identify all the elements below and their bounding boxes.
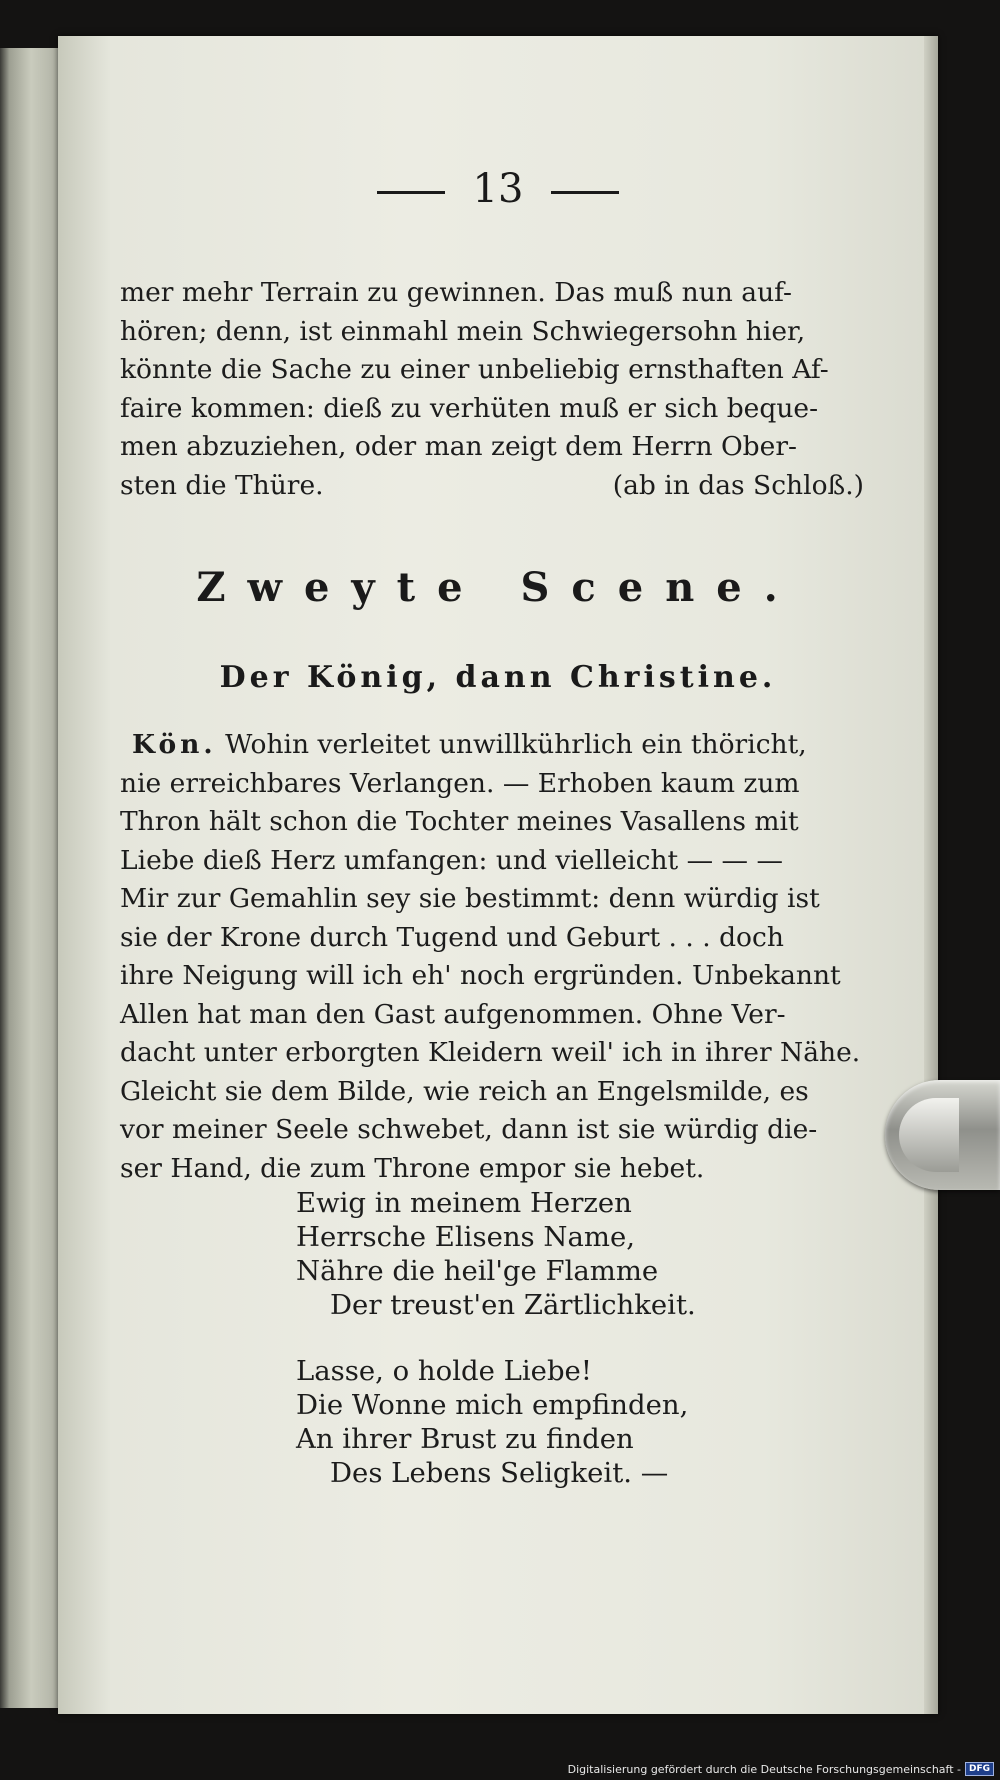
speech-line: Liebe dieß Herz umfangen: und vielleicht — — — <box>120 844 783 876</box>
page-number: 13 <box>472 166 524 212</box>
verse-line: An ihrer Brust zu finden <box>296 1423 634 1455</box>
speech-line: Mir zur Gemahlin sey sie bestimmt: denn würdig ist <box>120 883 820 914</box>
text-line: men abzuziehen, oder man zeigt dem Herrn Ober- <box>120 431 797 462</box>
verse-line: Der treust'en Zärtlichkeit. <box>330 1289 696 1321</box>
page-header <box>58 166 938 212</box>
book-page <box>58 36 938 1714</box>
text-line: mer mehr Terrain zu gewinnen. Das muß nun auf- <box>120 277 792 308</box>
page-clip <box>885 1080 1000 1190</box>
text-line: faire kommen: dieß zu verhüten muß er sich beque- <box>120 392 819 424</box>
verse-line: Herrsche Elisens Name, <box>296 1221 635 1253</box>
stage-direction: (ab in das Schloß.) <box>612 469 864 501</box>
verse-line: Ewig in meinem Herzen <box>296 1187 632 1219</box>
speech-line: dacht unter erborgten Kleidern weil' ich in ihrer Nähe. <box>120 1037 861 1068</box>
speech-line: Wohin verleitet unwillkührlich ein thöricht, <box>225 729 807 760</box>
speech-line: sie der Krone durch Tugend und Geburt . . . doch <box>120 921 784 953</box>
speech-line: ser Hand, die zum Throne empor sie hebet. <box>120 1152 705 1184</box>
clip-highlight <box>899 1098 959 1172</box>
text-line: könnte die Sache zu einer unbeliebig ernsthaften Af- <box>120 354 829 385</box>
speech-line: Thron hält schon die Tochter meines Vasallens mit <box>120 806 799 837</box>
speech-line: Gleicht sie dem Bilde, wie reich an Engelsmilde, es <box>120 1075 809 1107</box>
speech-first-line <box>120 726 916 765</box>
scene-title: Zweyte Scene. <box>196 564 800 611</box>
verse-line: Die Wonne mich empfinden, <box>296 1389 689 1421</box>
verse-stanza-1 <box>296 1186 696 1322</box>
verse-line: Des Lebens Seligkeit. — <box>330 1457 669 1489</box>
text-line-last <box>120 467 916 506</box>
verse-line: Lasse, o holde Liebe! <box>296 1355 592 1387</box>
verse-stanza-2 <box>296 1354 688 1490</box>
speech-line: ihre Neigung will ich eh' noch ergründen. Unbekannt <box>120 960 841 991</box>
speaker-name: Kön. <box>132 729 217 760</box>
text-line-end: sten die Thüre. <box>120 469 324 501</box>
page-edge <box>924 36 938 1714</box>
credit-text: Digitalisierung gefördert durch die Deutsche Forschungsgemeinschaft - <box>567 1762 961 1776</box>
speech-line: vor meiner Seele schwebet, dann ist sie würdig die- <box>120 1114 818 1145</box>
text-line: hören; denn, ist einmahl mein Schwiegersohn hier, <box>120 315 806 347</box>
speech-line: nie erreichbares Verlangen. — Erhoben kaum zum <box>120 767 800 799</box>
scene-characters: Der König, dann Christine. <box>219 660 777 695</box>
text-block-1 <box>120 274 916 505</box>
digitization-credit <box>568 1762 994 1776</box>
verse-line: Nähre die heil'ge Flamme <box>296 1255 659 1287</box>
speech-block <box>120 726 916 1188</box>
header-rule-left <box>377 191 445 194</box>
dfg-logo: DFG <box>965 1762 994 1776</box>
speech-line: Allen hat man den Gast aufgenommen. Ohne Ver- <box>120 998 786 1030</box>
header-rule-right <box>551 191 619 194</box>
